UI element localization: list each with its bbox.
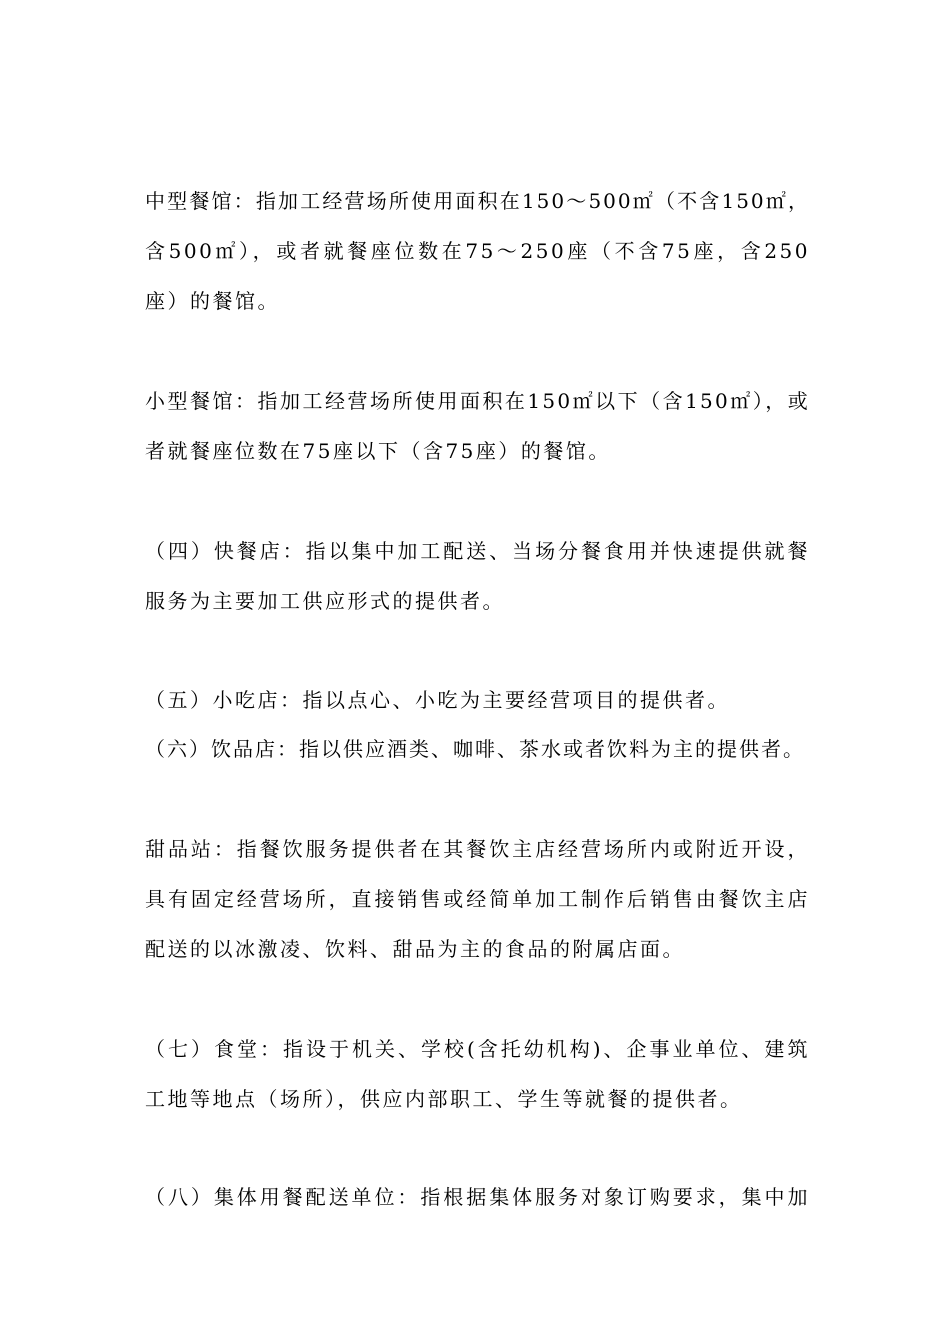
text-line: （七）食堂：指设于机关、学校(含托幼机构)、企事业单位、建筑 xyxy=(145,1037,810,1061)
text-line: 座）的餐馆。 xyxy=(145,289,280,313)
text-line: 者就餐座位数在75座以下（含75座）的餐馆。 xyxy=(145,439,611,463)
text-line: （八）集体用餐配送单位：指根据集体服务对象订购要求，集中加 xyxy=(145,1185,810,1209)
text-line: 含500㎡），或者就餐座位数在75～250座（不含75座，含250 xyxy=(145,239,810,263)
text-line: （五）小吃店：指以点心、小吃为主要经营项目的提供者。 xyxy=(145,688,730,712)
text-line: 小型餐馆：指加工经营场所使用面积在150㎡以下（含150㎡），或 xyxy=(145,389,810,413)
paragraph-collective-catering xyxy=(145,1172,810,1222)
paragraph-fast-food xyxy=(145,526,810,626)
text-line: 工地等地点（场所），供应内部职工、学生等就餐的提供者。 xyxy=(145,1087,743,1111)
text-line: 具有固定经营场所，直接销售或经简单加工制作后销售由餐饮主店 xyxy=(145,887,810,911)
text-line: 中型餐馆：指加工经营场所使用面积在150～500㎡（不含150㎡， xyxy=(145,189,810,213)
paragraph-small-restaurant xyxy=(145,376,810,476)
paragraph-canteen xyxy=(145,1024,810,1124)
paragraph-snack-shop xyxy=(145,675,810,725)
paragraph-dessert-station xyxy=(145,824,810,974)
text-line: （四）快餐店：指以集中加工配送、当场分餐食用并快速提供就餐 xyxy=(145,539,810,563)
text-line: （六）饮品店：指以供应酒类、咖啡、茶水或者饮料为主的提供者。 xyxy=(145,737,805,761)
text-line: 甜品站：指餐饮服务提供者在其餐饮主店经营场所内或附近开设， xyxy=(145,837,810,861)
paragraph-beverage-shop xyxy=(145,724,810,774)
text-line: 配送的以冰激凌、饮料、甜品为主的食品的附属店面。 xyxy=(145,937,685,961)
text-line: 服务为主要加工供应形式的提供者。 xyxy=(145,589,505,613)
paragraph-medium-restaurant xyxy=(145,176,810,326)
